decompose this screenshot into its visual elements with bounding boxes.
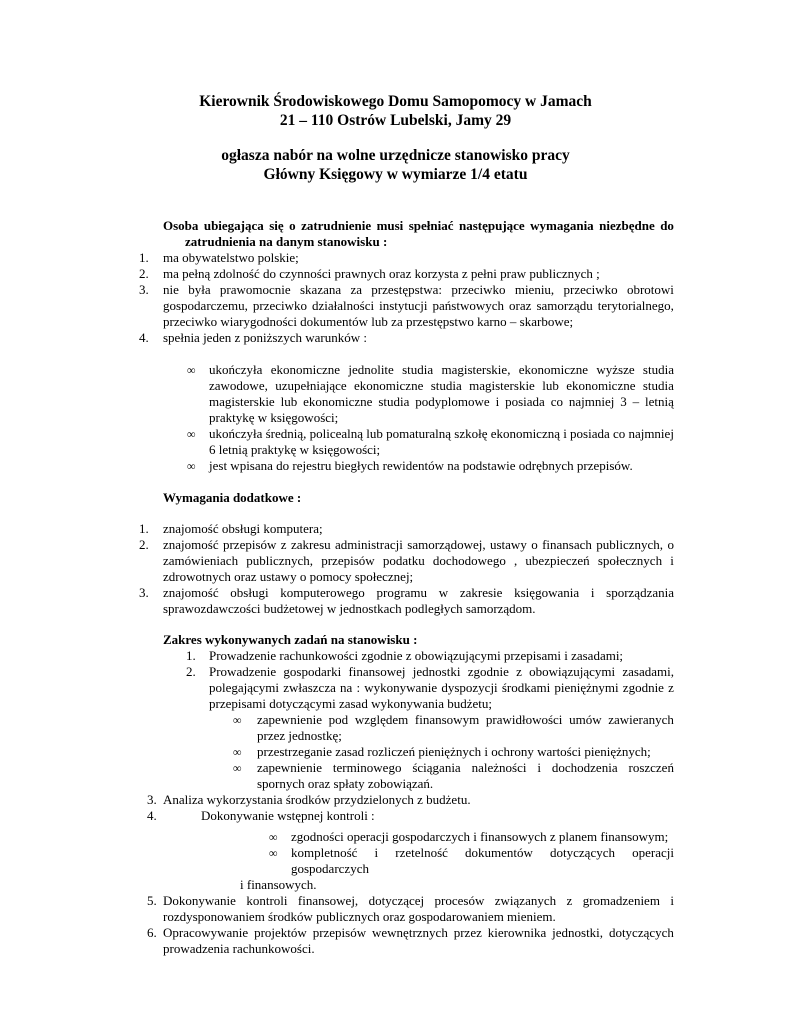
word: Prowadzenie bbox=[209, 664, 277, 679]
task-2-sub-2: przestrzeganie zasad rozliczeń pieniężnych i ochrony wartości pieniężnych; bbox=[257, 744, 651, 759]
word: programu bbox=[376, 585, 428, 600]
word: lub bbox=[542, 378, 559, 393]
word: dochodzenia bbox=[551, 760, 618, 775]
word: studia bbox=[430, 378, 462, 393]
infinity-bullet-icon: ∞ bbox=[233, 745, 242, 759]
word: ukończyła bbox=[209, 426, 263, 441]
word: ukończyła bbox=[209, 362, 263, 377]
word: co bbox=[612, 426, 626, 441]
word: przeciwko bbox=[451, 282, 506, 297]
word: ekonomiczne bbox=[566, 378, 636, 393]
word: dyspozycji bbox=[441, 680, 498, 695]
word: mieniu, bbox=[514, 282, 555, 297]
word: przepisów bbox=[321, 553, 375, 568]
additional-item-1-number: 1. bbox=[139, 521, 149, 536]
word: lub bbox=[280, 394, 298, 409]
word: na bbox=[340, 680, 353, 695]
word: księgowania bbox=[514, 585, 580, 600]
word: ekonomiczne bbox=[303, 394, 373, 409]
condition-1-line3 bbox=[209, 394, 674, 410]
word: przestępstwa: bbox=[371, 282, 443, 297]
word: ekonomiczne bbox=[354, 378, 424, 393]
word: magisterskie bbox=[209, 394, 275, 409]
word: niezbędne bbox=[599, 218, 655, 233]
header-title-line1: Kierownik Środowiskowego Domu Samopomocy w Jamach bbox=[199, 93, 592, 110]
word: wykonywanie bbox=[364, 680, 438, 695]
infinity-bullet-icon: ∞ bbox=[233, 713, 242, 727]
task-4: Dokonywanie wstępnej kontroli : bbox=[201, 808, 375, 823]
word: gospodarczemu, bbox=[163, 298, 248, 313]
word: ubiegająca bbox=[203, 218, 264, 233]
word: najmniej bbox=[568, 394, 615, 409]
word: magisterskie bbox=[469, 378, 535, 393]
announcement-line1: ogłasza nabór na wolne urzędnicze stanowisko pracy bbox=[221, 147, 570, 164]
word: zakresu bbox=[290, 537, 331, 552]
word: ustawy bbox=[489, 537, 527, 552]
word: ekonomiczną bbox=[490, 426, 560, 441]
task-2-line2 bbox=[209, 680, 674, 696]
required-item-2: ma pełną zdolność do czynności prawnych oraz korzysta z pełni praw publicznych ; bbox=[163, 266, 600, 281]
word: pieniężnymi bbox=[554, 680, 619, 695]
word: rzetelność bbox=[395, 845, 448, 860]
word: publicznych, bbox=[246, 553, 314, 568]
word: publicznych, bbox=[596, 537, 664, 552]
word: zgodnie bbox=[467, 664, 509, 679]
word: państwowych bbox=[432, 298, 505, 313]
word: przeciwko bbox=[252, 298, 307, 313]
word: z bbox=[280, 537, 287, 552]
word: i bbox=[537, 760, 541, 775]
condition-2-line1 bbox=[209, 426, 674, 442]
required-item-2-number: 2. bbox=[139, 266, 149, 281]
header-title-line2: 21 – 110 Ostrów Lubelski, Jamy 29 bbox=[279, 112, 512, 129]
word: jednolite bbox=[348, 362, 394, 377]
word: dochodowego bbox=[432, 553, 506, 568]
required-item-4: spełnia jeden z poniższych warunków : bbox=[163, 330, 367, 345]
task-4-sub-2-line3: i finansowych. bbox=[240, 877, 317, 892]
word: dotyczących bbox=[550, 845, 615, 860]
word: o bbox=[667, 537, 674, 552]
word: i bbox=[670, 553, 674, 568]
word: sporządzania bbox=[606, 585, 674, 600]
word: działalności bbox=[312, 298, 375, 313]
word: przepisów bbox=[312, 925, 367, 940]
word: samorządowej, bbox=[407, 537, 486, 552]
task-4-sub-2-line2: gospodarczych bbox=[291, 861, 369, 876]
word: administracji bbox=[335, 537, 403, 552]
word: terminowego bbox=[332, 760, 402, 775]
word: dotyczącej bbox=[368, 893, 425, 908]
required-item-4-number: 4. bbox=[139, 330, 149, 345]
additional-item-1: znajomość obsługi komputera; bbox=[163, 521, 323, 536]
word: podatku bbox=[382, 553, 425, 568]
word: lub bbox=[366, 426, 383, 441]
word: magisterskie, bbox=[441, 362, 511, 377]
word: skazana bbox=[299, 282, 342, 297]
word: uzupełniające bbox=[275, 378, 347, 393]
condition-1-line2 bbox=[209, 378, 674, 394]
word: Opracowywanie bbox=[163, 925, 249, 940]
word: z bbox=[516, 664, 522, 679]
word: z bbox=[668, 680, 674, 695]
word: prawidłowości bbox=[485, 712, 563, 727]
task-5-number: 5. bbox=[147, 893, 157, 908]
additional-item-3-line1 bbox=[163, 585, 674, 601]
word: samorządu bbox=[536, 298, 593, 313]
word: i bbox=[495, 394, 500, 409]
additional-item-3-line2: sprawozdawczości budżetowej w jednostkach podległych samorządom. bbox=[163, 601, 536, 616]
word: była bbox=[188, 282, 211, 297]
word: projektów bbox=[254, 925, 307, 940]
required-item-3-line3: przeciwko wiarygodności dokumentów lub za przestępstwo karno – skarbowe; bbox=[163, 314, 574, 329]
word: – bbox=[632, 394, 640, 409]
word: zatrudnienie bbox=[301, 218, 372, 233]
word: letnią bbox=[645, 394, 674, 409]
task-3: Analiza wykorzystania środków przydzielonych z budżetu. bbox=[163, 792, 471, 807]
task-4-sub-2-line1 bbox=[291, 845, 674, 861]
word: finansach bbox=[542, 537, 592, 552]
task-4-sub-1: zgodności operacji gospodarczych i finansowych z planem finansowym; bbox=[291, 829, 669, 844]
word: przeciwko bbox=[563, 282, 618, 297]
word: , bbox=[514, 553, 518, 568]
word: należności bbox=[471, 760, 527, 775]
word: przepisów bbox=[222, 537, 277, 552]
task-2-line1 bbox=[209, 664, 674, 680]
word: zasadami, bbox=[622, 664, 674, 679]
word: dotyczących bbox=[608, 925, 674, 940]
task-6-line2: prowadzenia rachunkowości. bbox=[163, 941, 315, 956]
word: studia bbox=[642, 378, 674, 393]
additional-item-2-number: 2. bbox=[139, 537, 149, 552]
task-6-line1 bbox=[163, 925, 674, 941]
word: i bbox=[563, 426, 567, 441]
word: następujące bbox=[458, 218, 525, 233]
word: zawieranych bbox=[608, 712, 674, 727]
requirements-intro-line1 bbox=[163, 218, 674, 234]
word: przez bbox=[453, 925, 482, 940]
additional-requirements-heading: Wymagania dodatkowe : bbox=[163, 490, 302, 505]
word: zgodnie bbox=[622, 680, 664, 695]
task-2-sub-1-line1 bbox=[257, 712, 674, 728]
word: wymagania bbox=[530, 218, 594, 233]
infinity-bullet-icon: ∞ bbox=[187, 427, 196, 441]
word: związanych bbox=[494, 893, 557, 908]
word: gromadzeniem bbox=[582, 893, 660, 908]
word: : bbox=[356, 680, 361, 695]
word: zapewnienie bbox=[257, 712, 322, 727]
word: i bbox=[374, 845, 379, 860]
word: wewnętrznych bbox=[372, 925, 448, 940]
word: spełniać bbox=[408, 218, 454, 233]
word: ubezpieczeń bbox=[525, 553, 590, 568]
word: względem bbox=[354, 712, 409, 727]
word: o bbox=[531, 537, 538, 552]
announcement-line2: Główny Księgowy w wymiarze 1/4 etatu bbox=[263, 166, 528, 183]
infinity-bullet-icon: ∞ bbox=[187, 363, 196, 377]
word: nie bbox=[163, 282, 179, 297]
word: studia bbox=[378, 394, 410, 409]
task-2-line3: przepisami dotyczącymi zasad wykonywania budżetu; bbox=[209, 696, 493, 711]
word: terytorialnego, bbox=[597, 298, 674, 313]
word: społecznych bbox=[597, 553, 663, 568]
task-1-number: 1. bbox=[186, 648, 196, 663]
word: musi bbox=[376, 218, 404, 233]
required-item-3-line2 bbox=[163, 298, 674, 314]
word: umów bbox=[569, 712, 602, 727]
word: i bbox=[590, 585, 595, 600]
word: posiada bbox=[505, 394, 545, 409]
word: i bbox=[670, 893, 674, 908]
word: znajomość bbox=[163, 537, 219, 552]
additional-item-3-number: 3. bbox=[139, 585, 149, 600]
word: obsługi bbox=[230, 585, 269, 600]
word: za bbox=[350, 282, 362, 297]
word: oraz bbox=[509, 298, 532, 313]
additional-item-2-line2 bbox=[163, 553, 674, 569]
word: finansowym bbox=[414, 712, 480, 727]
word: roszczeń bbox=[628, 760, 674, 775]
word: obowiązującymi bbox=[529, 664, 616, 679]
task-2-number: 2. bbox=[186, 664, 196, 679]
task-5-line1 bbox=[163, 893, 674, 909]
infinity-bullet-icon: ∞ bbox=[269, 830, 278, 844]
task-6-number: 6. bbox=[147, 925, 157, 940]
word: finansowej, bbox=[297, 893, 359, 908]
word: 3 bbox=[620, 394, 627, 409]
word: jednostki bbox=[412, 664, 461, 679]
word: pomaturalną bbox=[386, 426, 452, 441]
word: zamówieniach bbox=[163, 553, 239, 568]
required-item-3-number: 3. bbox=[139, 282, 149, 297]
word: posiada bbox=[570, 426, 610, 441]
word: środkami bbox=[501, 680, 551, 695]
word: z bbox=[566, 893, 573, 908]
required-item-1-number: 1. bbox=[139, 250, 149, 265]
task-4-number: 4. bbox=[147, 808, 157, 823]
word: średnią, bbox=[265, 426, 307, 441]
condition-3: jest wpisana do rejestru biegłych rewidentów na podstawie odrębnych przepisów. bbox=[209, 458, 633, 473]
word: dokumentów bbox=[465, 845, 533, 860]
word: instytucji bbox=[379, 298, 428, 313]
additional-item-2-line1 bbox=[163, 537, 674, 553]
additional-item-2-line3: zdrowotnych oraz ustawy o pomocy społecznej; bbox=[163, 569, 414, 584]
word: zapewnienie bbox=[257, 760, 322, 775]
word: Dokonywanie bbox=[163, 893, 236, 908]
required-item-1: ma obywatelstwo polskie; bbox=[163, 250, 299, 265]
word: procesów bbox=[434, 893, 485, 908]
word: jednostki, bbox=[552, 925, 604, 940]
word: kontroli bbox=[246, 893, 288, 908]
required-item-3-line1 bbox=[163, 282, 674, 298]
word: komputerowego bbox=[280, 585, 365, 600]
word: finansowej bbox=[348, 664, 406, 679]
infinity-bullet-icon: ∞ bbox=[187, 459, 196, 473]
word: kompletność bbox=[291, 845, 358, 860]
task-2-sub-1-line2: przez jednostkę; bbox=[257, 728, 342, 743]
word: polegającymi bbox=[209, 680, 280, 695]
word: podyplomowe bbox=[415, 394, 490, 409]
word: ściągania bbox=[412, 760, 461, 775]
word: prawomocnie bbox=[219, 282, 291, 297]
task-3-number: 3. bbox=[147, 792, 157, 807]
condition-1-line1 bbox=[209, 362, 674, 378]
word: kierownika bbox=[487, 925, 547, 940]
word: w bbox=[438, 585, 449, 600]
word: zawodowe, bbox=[209, 378, 268, 393]
word: Osoba bbox=[163, 218, 199, 233]
word: zwłaszcza bbox=[283, 680, 336, 695]
requirements-intro-line2: zatrudnienia na danym stanowisku : bbox=[185, 234, 388, 249]
word: wyższe bbox=[596, 362, 635, 377]
word: studia bbox=[402, 362, 434, 377]
word: policealną bbox=[309, 426, 364, 441]
word: zakresie bbox=[459, 585, 503, 600]
condition-1-line4: praktykę w księgowości; bbox=[209, 410, 339, 425]
word: ekonomiczne bbox=[518, 362, 589, 377]
word: operacji bbox=[632, 845, 674, 860]
task-2-sub-3-line1 bbox=[257, 760, 674, 776]
task-2-sub-3-line2: spornych oraz spłaty zobowiązań. bbox=[257, 776, 434, 791]
condition-2-line2: 6 letnią praktykę w księgowości; bbox=[209, 442, 381, 457]
task-1: Prowadzenie rachunkowości zgodnie z obowiązującymi przepisami i zasadami; bbox=[209, 648, 624, 663]
word: pod bbox=[328, 712, 349, 727]
infinity-bullet-icon: ∞ bbox=[233, 761, 242, 775]
word: o bbox=[289, 218, 296, 233]
tasks-heading: Zakres wykonywanych zadań na stanowisku : bbox=[163, 632, 418, 647]
word: znajomość bbox=[163, 585, 219, 600]
word: szkołę bbox=[454, 426, 488, 441]
word: studia bbox=[642, 362, 674, 377]
word: najmniej bbox=[628, 426, 674, 441]
word: się bbox=[269, 218, 284, 233]
word: do bbox=[660, 218, 674, 233]
task-5-line2: rozdysponowaniem środków publicznych oraz gospodarowaniem mieniem. bbox=[163, 909, 556, 924]
word: ekonomiczne bbox=[270, 362, 341, 377]
word: obrotowi bbox=[626, 282, 674, 297]
word: co bbox=[550, 394, 563, 409]
infinity-bullet-icon: ∞ bbox=[269, 846, 278, 860]
word: gospodarki bbox=[283, 664, 342, 679]
